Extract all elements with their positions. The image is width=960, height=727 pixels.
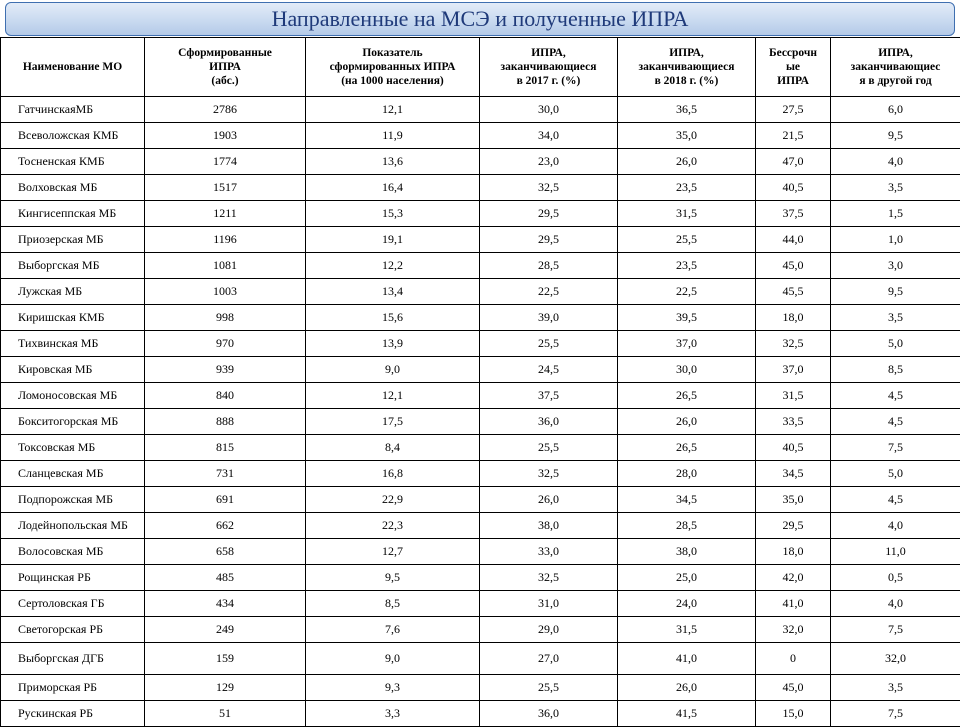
ipra-other-year-cell: 4,0 [831,513,960,539]
ipra-2018-cell: 41,5 [618,701,756,727]
ipra-permanent-cell: 37,5 [756,201,831,227]
table-row [1,461,960,487]
ipra-2017-cell: 28,5 [480,253,618,279]
ipra-abs-cell: 888 [145,409,306,435]
ipra-other-year-cell: 3,0 [831,253,960,279]
ipra-per-1000-cell: 7,6 [306,617,480,643]
header-ipra-abs: Сформированные ИПРА (абс.) [145,38,306,97]
table-row [1,675,960,701]
ipra-per-1000-cell: 19,1 [306,227,480,253]
mo-name-cell: Выборгская МБ [1,253,145,279]
header-mo-name: Наименование МО [1,38,145,97]
ipra-2018-cell: 31,5 [618,617,756,643]
ipra-abs-cell: 658 [145,539,306,565]
ipra-2017-cell: 36,0 [480,701,618,727]
ipra-abs-cell: 2786 [145,97,306,123]
ipra-per-1000-cell: 22,3 [306,513,480,539]
ipra-other-year-cell: 6,0 [831,97,960,123]
ipra-2018-cell: 25,0 [618,565,756,591]
ipra-per-1000-cell: 12,1 [306,97,480,123]
ipra-other-year-cell: 5,0 [831,331,960,357]
ipra-abs-cell: 662 [145,513,306,539]
ipra-abs-cell: 998 [145,305,306,331]
table-row [1,149,960,175]
ipra-abs-cell: 1774 [145,149,306,175]
ipra-2017-cell: 22,5 [480,279,618,305]
ipra-permanent-cell: 42,0 [756,565,831,591]
mo-name-cell: Кировская МБ [1,357,145,383]
ipra-other-year-cell: 0,5 [831,565,960,591]
ipra-2017-cell: 29,0 [480,617,618,643]
ipra-2018-cell: 26,5 [618,435,756,461]
ipra-2018-cell: 34,5 [618,487,756,513]
table-row [1,539,960,565]
ipra-abs-cell: 1003 [145,279,306,305]
ipra-2018-cell: 37,0 [618,331,756,357]
ipra-abs-cell: 691 [145,487,306,513]
ipra-2018-cell: 26,0 [618,409,756,435]
ipra-permanent-cell: 44,0 [756,227,831,253]
ipra-per-1000-cell: 9,3 [306,675,480,701]
mo-name-cell: Волховская МБ [1,175,145,201]
ipra-permanent-cell: 0 [756,643,831,675]
ipra-2018-cell: 28,0 [618,461,756,487]
ipra-per-1000-cell: 9,0 [306,357,480,383]
ipra-per-1000-cell: 8,4 [306,435,480,461]
ipra-per-1000-cell: 9,0 [306,643,480,675]
ipra-permanent-cell: 45,0 [756,253,831,279]
ipra-other-year-cell: 4,0 [831,591,960,617]
mo-name-cell: Рускинская РБ [1,701,145,727]
ipra-abs-cell: 51 [145,701,306,727]
ipra-2017-cell: 26,0 [480,487,618,513]
ipra-2017-cell: 29,5 [480,201,618,227]
ipra-other-year-cell: 4,0 [831,149,960,175]
ipra-permanent-cell: 40,5 [756,175,831,201]
ipra-other-year-cell: 7,5 [831,435,960,461]
ipra-other-year-cell: 4,5 [831,383,960,409]
ipra-2018-cell: 30,0 [618,357,756,383]
ipra-per-1000-cell: 15,3 [306,201,480,227]
ipra-2018-cell: 23,5 [618,175,756,201]
ipra-abs-cell: 249 [145,617,306,643]
header-ipra-per-1000: Показатель сформированных ИПРА (на 1000 населения) [306,38,480,97]
ipra-per-1000-cell: 16,4 [306,175,480,201]
ipra-other-year-cell: 7,5 [831,617,960,643]
table-row [1,357,960,383]
ipra-2017-cell: 30,0 [480,97,618,123]
ipra-2018-cell: 22,5 [618,279,756,305]
header-ipra-2017: ИПРА, заканчивающиеся в 2017 г. (%) [480,38,618,97]
ipra-2017-cell: 39,0 [480,305,618,331]
ipra-abs-cell: 1196 [145,227,306,253]
ipra-per-1000-cell: 13,9 [306,331,480,357]
mo-name-cell: Рощинская РБ [1,565,145,591]
ipra-per-1000-cell: 13,6 [306,149,480,175]
ipra-2017-cell: 32,5 [480,565,618,591]
ipra-2018-cell: 39,5 [618,305,756,331]
ipra-permanent-cell: 15,0 [756,701,831,727]
mo-name-cell: Всеволожская КМБ [1,123,145,149]
ipra-permanent-cell: 29,5 [756,513,831,539]
header-ipra-other-year: ИПРА, заканчивающиес я в другой год [831,38,960,97]
ipra-2018-cell: 38,0 [618,539,756,565]
ipra-abs-cell: 815 [145,435,306,461]
ipra-per-1000-cell: 12,7 [306,539,480,565]
ipra-other-year-cell: 7,5 [831,701,960,727]
header-ipra-2018: ИПРА, заканчивающиеся в 2018 г. (%) [618,38,756,97]
ipra-permanent-cell: 41,0 [756,591,831,617]
ipra-per-1000-cell: 9,5 [306,565,480,591]
mo-name-cell: Токсовская МБ [1,435,145,461]
ipra-2017-cell: 29,5 [480,227,618,253]
ipra-2017-cell: 23,0 [480,149,618,175]
ipra-other-year-cell: 3,5 [831,175,960,201]
ipra-2017-cell: 33,0 [480,539,618,565]
ipra-2018-cell: 31,5 [618,201,756,227]
table-row [1,97,960,123]
ipra-other-year-cell: 1,5 [831,201,960,227]
mo-name-cell: Киришская КМБ [1,305,145,331]
ipra-per-1000-cell: 16,8 [306,461,480,487]
ipra-2017-cell: 37,5 [480,383,618,409]
ipra-2017-cell: 27,0 [480,643,618,675]
ipra-2017-cell: 24,5 [480,357,618,383]
ipra-2017-cell: 25,5 [480,675,618,701]
ipra-2017-cell: 32,5 [480,175,618,201]
ipra-2017-cell: 32,5 [480,461,618,487]
mo-name-cell: Лодейнопольская МБ [1,513,145,539]
ipra-per-1000-cell: 13,4 [306,279,480,305]
ipra-other-year-cell: 9,5 [831,279,960,305]
ipra-abs-cell: 1903 [145,123,306,149]
ipra-permanent-cell: 34,5 [756,461,831,487]
table-row [1,383,960,409]
ipra-abs-cell: 840 [145,383,306,409]
ipra-2018-cell: 35,0 [618,123,756,149]
table-row [1,435,960,461]
mo-name-cell: Тихвинская МБ [1,331,145,357]
ipra-2018-cell: 26,0 [618,675,756,701]
ipra-2017-cell: 36,0 [480,409,618,435]
ipra-2018-cell: 24,0 [618,591,756,617]
ipra-2018-cell: 41,0 [618,643,756,675]
ipra-2017-cell: 25,5 [480,331,618,357]
ipra-other-year-cell: 5,0 [831,461,960,487]
ipra-per-1000-cell: 3,3 [306,701,480,727]
ipra-other-year-cell: 4,5 [831,487,960,513]
table-row [1,487,960,513]
ipra-permanent-cell: 45,5 [756,279,831,305]
mo-name-cell: Сертоловская ГБ [1,591,145,617]
ipra-abs-cell: 1517 [145,175,306,201]
mo-name-cell: Выборгская ДГБ [1,643,145,675]
ipra-other-year-cell: 4,5 [831,409,960,435]
table-row [1,279,960,305]
table-row [1,123,960,149]
ipra-abs-cell: 485 [145,565,306,591]
mo-name-cell: Бокситогорская МБ [1,409,145,435]
ipra-permanent-cell: 47,0 [756,149,831,175]
ipra-other-year-cell: 3,5 [831,675,960,701]
table-row [1,617,960,643]
ipra-permanent-cell: 27,5 [756,97,831,123]
ipra-permanent-cell: 21,5 [756,123,831,149]
ipra-permanent-cell: 32,0 [756,617,831,643]
ipra-per-1000-cell: 12,2 [306,253,480,279]
mo-name-cell: Волосовская МБ [1,539,145,565]
ipra-per-1000-cell: 15,6 [306,305,480,331]
ipra-2017-cell: 34,0 [480,123,618,149]
mo-name-cell: Лужская МБ [1,279,145,305]
ipra-abs-cell: 129 [145,675,306,701]
ipra-permanent-cell: 40,5 [756,435,831,461]
ipra-abs-cell: 1211 [145,201,306,227]
ipra-permanent-cell: 35,0 [756,487,831,513]
ipra-other-year-cell: 1,0 [831,227,960,253]
table-row [1,227,960,253]
ipra-2018-cell: 26,0 [618,149,756,175]
ipra-abs-cell: 159 [145,643,306,675]
table-row [1,513,960,539]
ipra-permanent-cell: 32,5 [756,331,831,357]
ipra-other-year-cell: 11,0 [831,539,960,565]
table-row [1,409,960,435]
mo-name-cell: Ломоносовская МБ [1,383,145,409]
table-row [1,253,960,279]
mo-name-cell: Кингисеппская МБ [1,201,145,227]
mo-name-cell: Светогорская РБ [1,617,145,643]
ipra-other-year-cell: 8,5 [831,357,960,383]
ipra-permanent-cell: 18,0 [756,305,831,331]
ipra-2018-cell: 26,5 [618,383,756,409]
ipra-abs-cell: 731 [145,461,306,487]
mo-name-cell: Тосненская КМБ [1,149,145,175]
mo-name-cell: Приморская РБ [1,675,145,701]
ipra-permanent-cell: 45,0 [756,675,831,701]
ipra-permanent-cell: 37,0 [756,357,831,383]
header-ipra-permanent: Бессрочн ые ИПРА [756,38,831,97]
table-row [1,701,960,727]
table-row [1,305,960,331]
ipra-other-year-cell: 9,5 [831,123,960,149]
ipra-2017-cell: 25,5 [480,435,618,461]
page-title: Направленные на МСЭ и полученные ИПРА [5,2,955,36]
ipra-per-1000-cell: 11,9 [306,123,480,149]
ipra-2018-cell: 36,5 [618,97,756,123]
table-row [1,175,960,201]
mo-name-cell: Сланцевская МБ [1,461,145,487]
table-row [1,565,960,591]
table-row [1,201,960,227]
ipra-per-1000-cell: 8,5 [306,591,480,617]
table-row [1,331,960,357]
ipra-abs-cell: 434 [145,591,306,617]
ipra-other-year-cell: 32,0 [831,643,960,675]
ipra-per-1000-cell: 12,1 [306,383,480,409]
ipra-permanent-cell: 31,5 [756,383,831,409]
ipra-other-year-cell: 3,5 [831,305,960,331]
ipra-2018-cell: 25,5 [618,227,756,253]
ipra-table [0,37,960,727]
mo-name-cell: Приозерская МБ [1,227,145,253]
ipra-per-1000-cell: 22,9 [306,487,480,513]
ipra-2018-cell: 23,5 [618,253,756,279]
mo-name-cell: Подпорожская МБ [1,487,145,513]
table-row [1,643,960,675]
ipra-2017-cell: 38,0 [480,513,618,539]
ipra-abs-cell: 970 [145,331,306,357]
ipra-per-1000-cell: 17,5 [306,409,480,435]
ipra-2018-cell: 28,5 [618,513,756,539]
ipra-abs-cell: 1081 [145,253,306,279]
ipra-abs-cell: 939 [145,357,306,383]
mo-name-cell: ГатчинскаяМБ [1,97,145,123]
table-header-row [1,38,960,97]
ipra-permanent-cell: 18,0 [756,539,831,565]
table-row [1,591,960,617]
ipra-2017-cell: 31,0 [480,591,618,617]
ipra-permanent-cell: 33,5 [756,409,831,435]
